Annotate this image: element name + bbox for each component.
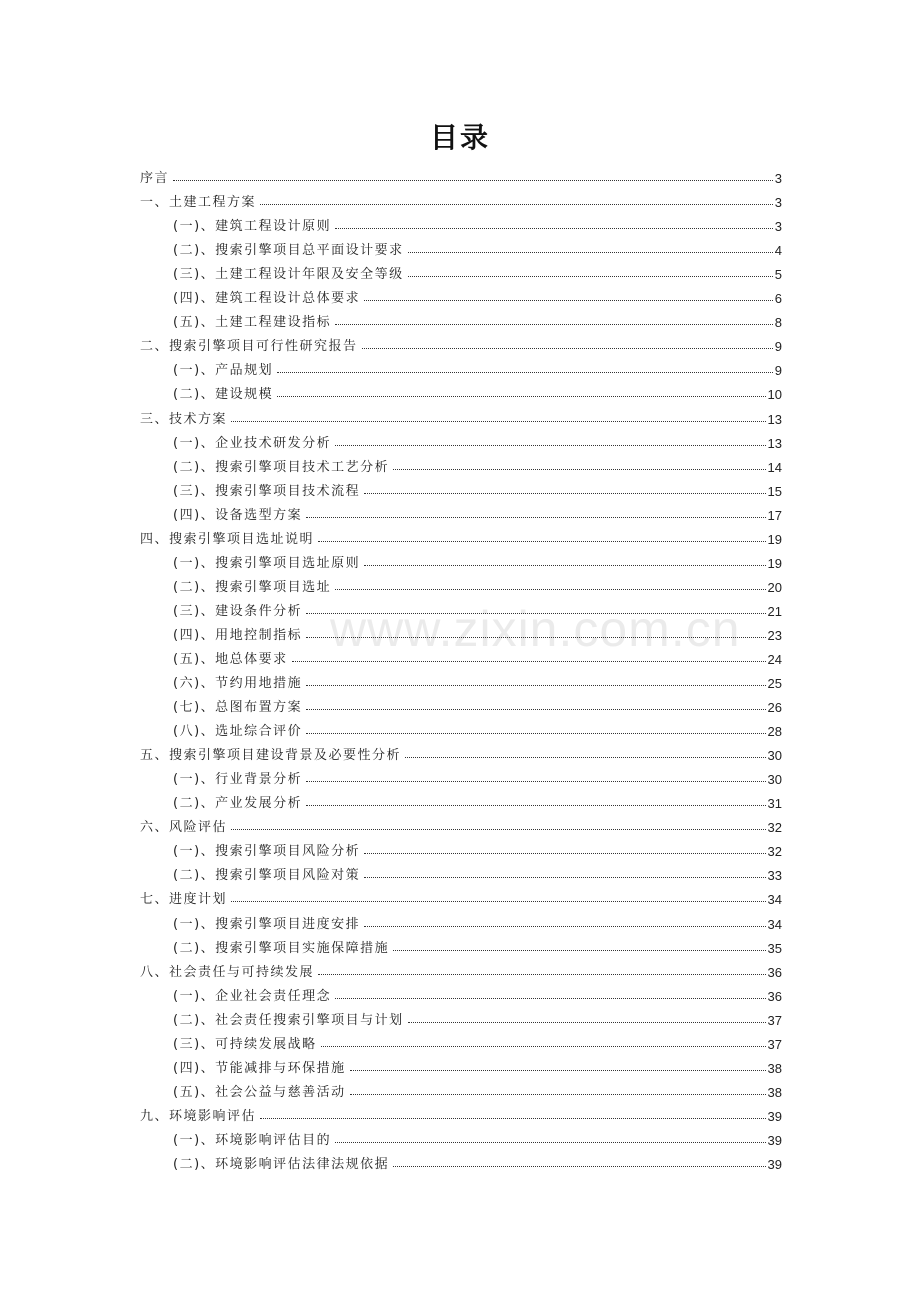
toc-leader-dots [260,204,773,205]
toc-entry-label: (五)、土建工程建设指标 [173,315,332,331]
toc-page-number: 37 [767,1036,782,1052]
toc-entry-label: (一)、产品规划 [173,363,274,379]
toc-leader-dots [306,613,765,614]
toc-page-number: 13 [767,411,782,427]
toc-entry-label: (三)、搜索引擎项目技术流程 [173,483,361,499]
toc-entry-label: (三)、可持续发展战略 [173,1036,317,1052]
toc-page-number: 32 [767,844,782,860]
toc-entry[interactable] [140,547,782,571]
toc-page-number: 34 [767,892,782,908]
toc-entry-label: 五、搜索引擎项目建设背景及必要性分析 [140,748,402,764]
table-of-contents [140,162,782,1172]
toc-entry[interactable] [140,258,782,282]
toc-entry-label: 七、进度计划 [140,892,228,908]
toc-entry-label: (二)、环境影响评估法律法规依据 [173,1156,390,1172]
toc-page-number: 36 [767,988,782,1004]
toc-entry-label: (二)、搜索引擎项目风险对策 [173,868,361,884]
toc-page-number: 8 [774,315,782,331]
toc-entry[interactable] [140,1124,782,1148]
toc-page-number: 10 [767,387,782,403]
toc-entry[interactable] [140,1100,782,1124]
toc-leader-dots [364,493,765,494]
toc-entry[interactable] [140,859,782,883]
toc-leader-dots [318,541,766,542]
toc-leader-dots [292,661,766,662]
toc-leader-dots [306,709,765,710]
toc-page-number: 14 [767,459,782,475]
toc-leader-dots [364,565,765,566]
toc-entry[interactable] [140,523,782,547]
toc-leader-dots [321,1046,766,1047]
toc-entry[interactable] [140,451,782,475]
toc-leader-dots [335,324,773,325]
toc-leader-dots [405,757,766,758]
toc-page-number: 6 [774,291,782,307]
toc-entry-label: (三)、土建工程设计年限及安全等级 [173,267,404,283]
toc-entry-label: (二)、搜索引擎项目实施保障措施 [173,940,390,956]
toc-entry-label: (二)、产业发展分析 [173,796,303,812]
toc-page-number: 30 [767,772,782,788]
toc-entry-label: (五)、地总体要求 [173,651,288,667]
toc-page-number: 36 [767,964,782,980]
toc-entry[interactable] [140,883,782,907]
toc-leader-dots [318,974,766,975]
toc-entry[interactable] [140,667,782,691]
toc-leader-dots [408,276,773,277]
toc-page-number: 39 [767,1108,782,1124]
toc-entry[interactable] [140,1028,782,1052]
toc-entry[interactable] [140,595,782,619]
toc-entry-label: (二)、搜索引擎项目总平面设计要求 [173,243,404,259]
toc-entry-label: 八、社会责任与可持续发展 [140,964,315,980]
toc-page-number: 9 [774,363,782,379]
toc-entry-label: (四)、建筑工程设计总体要求 [173,291,361,307]
toc-entry-label: 四、搜索引擎项目选址说明 [140,531,315,547]
toc-page-number: 3 [774,171,782,187]
toc-entry-label: (二)、搜索引擎项目技术工艺分析 [173,459,390,475]
toc-page-number: 28 [767,724,782,740]
toc-page-number: 9 [774,339,782,355]
toc-page-number: 23 [767,627,782,643]
toc-entry-label: (四)、节能减排与环保措施 [173,1060,346,1076]
toc-leader-dots [306,637,765,638]
toc-page-number: 33 [767,868,782,884]
toc-leader-dots [306,685,765,686]
toc-leader-dots [306,805,765,806]
toc-page-number: 38 [767,1084,782,1100]
toc-leader-dots [306,517,765,518]
toc-leader-dots [277,372,773,373]
toc-page-number: 26 [767,700,782,716]
toc-entry-label: 三、技术方案 [140,411,228,427]
toc-leader-dots [350,1094,766,1095]
toc-entry[interactable] [140,980,782,1004]
page-title: 目录 [429,121,490,154]
toc-entry-label: (七)、总图布置方案 [173,700,303,716]
toc-page-number: 20 [767,579,782,595]
toc-page-number: 19 [767,531,782,547]
toc-page-number: 25 [767,676,782,692]
toc-entry[interactable] [140,330,782,354]
toc-page-number: 30 [767,748,782,764]
toc-page-number: 38 [767,1060,782,1076]
toc-page-number: 21 [767,603,782,619]
toc-leader-dots [335,998,765,999]
toc-leader-dots [364,877,765,878]
toc-entry-label: (八)、选址综合评价 [173,724,303,740]
toc-leader-dots [335,445,765,446]
toc-entry[interactable] [140,763,782,787]
toc-entry[interactable] [140,354,782,378]
toc-page-number: 37 [767,1012,782,1028]
toc-entry-label: 序言 [140,171,170,187]
toc-page-number: 35 [767,940,782,956]
toc-entry[interactable] [140,306,782,330]
toc-page-number: 17 [767,507,782,523]
toc-entry-label: (二)、搜索引擎项目选址 [173,579,332,595]
toc-entry[interactable] [140,932,782,956]
toc-entry[interactable] [140,378,782,402]
toc-page-number: 32 [767,820,782,836]
toc-leader-dots [393,469,765,470]
toc-page-number: 3 [774,195,782,211]
toc-entry[interactable] [140,907,782,931]
toc-entry[interactable] [140,811,782,835]
toc-page-number: 4 [774,243,782,259]
toc-leader-dots [364,300,773,301]
toc-entry[interactable] [140,1004,782,1028]
watermark-text: www.zixin.com.cn [330,601,741,657]
toc-leader-dots [408,1022,766,1023]
toc-leader-dots [393,1166,765,1167]
toc-entry[interactable] [140,691,782,715]
toc-entry-label: (一)、企业技术研发分析 [173,435,332,451]
toc-leader-dots [335,589,765,590]
toc-entry[interactable] [140,402,782,426]
toc-entry-label: (四)、用地控制指标 [173,627,303,643]
toc-entry[interactable] [140,835,782,859]
toc-leader-dots [362,348,773,349]
toc-page-number: 15 [767,483,782,499]
toc-entry-label: (一)、建筑工程设计原则 [173,219,332,235]
toc-entry[interactable] [140,1148,782,1172]
toc-entry-label: 二、搜索引擎项目可行性研究报告 [140,339,358,355]
toc-entry[interactable] [140,739,782,763]
toc-entry-label: (二)、社会责任搜索引擎项目与计划 [173,1012,404,1028]
toc-entry[interactable] [140,475,782,499]
toc-page-number: 39 [767,1132,782,1148]
toc-page-number: 24 [767,651,782,667]
toc-entry-label: (一)、搜索引擎项目进度安排 [173,916,361,932]
toc-leader-dots [231,829,766,830]
toc-entry[interactable] [140,499,782,523]
toc-page-number: 31 [767,796,782,812]
toc-entry[interactable] [140,1052,782,1076]
toc-page-number: 34 [767,916,782,932]
toc-page-number: 5 [774,267,782,283]
toc-entry-label: (一)、企业社会责任理念 [173,988,332,1004]
toc-entry[interactable] [140,787,782,811]
toc-entry-label: 六、风险评估 [140,820,228,836]
toc-page-number: 3 [774,219,782,235]
toc-page-number: 19 [767,555,782,571]
toc-entry[interactable] [140,234,782,258]
toc-entry[interactable] [140,210,782,234]
toc-entry-label: (三)、建设条件分析 [173,603,303,619]
toc-page-number: 13 [767,435,782,451]
toc-entry-label: (一)、行业背景分析 [173,772,303,788]
toc-page-number: 39 [767,1156,782,1172]
toc-entry[interactable] [140,619,782,643]
toc-entry-label: (一)、环境影响评估目的 [173,1132,332,1148]
toc-leader-dots [277,396,765,397]
toc-entry-label: (四)、设备选型方案 [173,507,303,523]
toc-entry[interactable] [140,427,782,451]
toc-leader-dots [350,1070,766,1071]
toc-entry[interactable] [140,282,782,306]
toc-entry[interactable] [140,571,782,595]
toc-entry-label: 一、土建工程方案 [140,195,257,211]
toc-entry[interactable] [140,162,782,186]
toc-entry[interactable] [140,956,782,980]
toc-leader-dots [364,926,765,927]
toc-leader-dots [335,1142,765,1143]
toc-leader-dots [173,180,773,181]
toc-entry-label: (一)、搜索引擎项目选址原则 [173,555,361,571]
toc-entry-label: (二)、建设规模 [173,387,274,403]
toc-entry[interactable] [140,186,782,210]
toc-entry-label: (一)、搜索引擎项目风险分析 [173,844,361,860]
toc-leader-dots [306,733,765,734]
toc-entry[interactable] [140,1076,782,1100]
toc-leader-dots [408,252,773,253]
toc-entry-label: (六)、节约用地措施 [173,676,303,692]
toc-leader-dots [306,781,765,782]
toc-leader-dots [393,950,765,951]
toc-leader-dots [260,1118,766,1119]
toc-leader-dots [335,228,773,229]
toc-leader-dots [231,901,766,902]
toc-entry[interactable] [140,715,782,739]
toc-leader-dots [364,853,765,854]
toc-entry-label: (五)、社会公益与慈善活动 [173,1084,346,1100]
toc-entry[interactable] [140,643,782,667]
toc-leader-dots [231,421,766,422]
toc-entry-label: 九、环境影响评估 [140,1108,257,1124]
